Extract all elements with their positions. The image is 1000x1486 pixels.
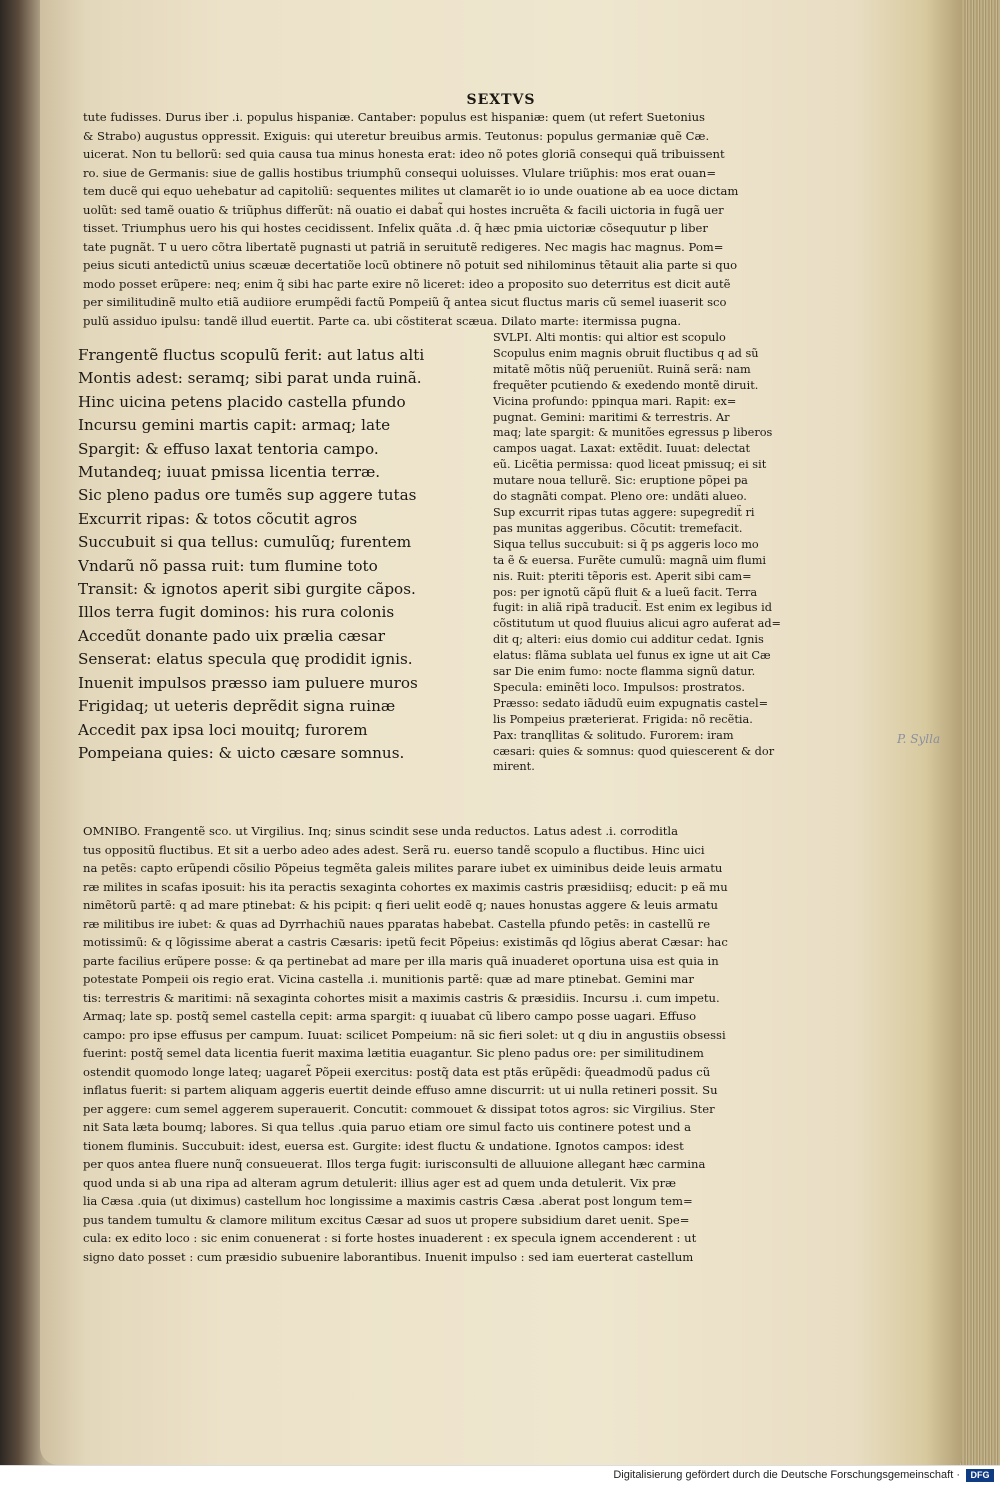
commentary-line: ostendit quomodo longe lateq; uagaret̃ Põpeii exercitus: postq̃ data est ptãs erũpẽdi: q̃ueadmodũ padus cũ <box>83 1064 711 1079</box>
verse-block <box>78 344 478 765</box>
commentary-line: cula: ex edito loco : sic enim conuenerat : si forte hostes inuaderent : ex specula ignem accenderent : ut <box>83 1231 697 1245</box>
commentary-line: pulũ assiduo ipulsu: tandẽ illud euertit. Parte ca. ubi cõstiterat scæua. Dilato marte: itermissa pugna. <box>83 313 682 328</box>
commentary-line: & Strabo) augustus oppressit. Exiguis: qui uteretur breuibus armis. Teutonus: populus germaniæ quẽ Cæ. <box>83 128 710 143</box>
commentary-line: nimẽtorũ partẽ: q ad mare ptinebat: & his pcipit: q fieri uelit eodẽ q; naues honustas aggere & leuis armatu <box>83 898 718 912</box>
commentary-line: modo posset erũpere: neq; enim q̃ sibi hac parte exire nõ liceret: ideo a proposito suo deterritus est dicit autẽ <box>83 276 731 291</box>
verse-line: Montis adest: seramq; sibi parat unda ruinã. <box>78 369 422 388</box>
gloss-line: Præsso: sedato iãdudũ euim expugnatis castel= <box>493 696 769 710</box>
verse-line: Spargit: & effuso laxat tentoria campo. <box>78 439 379 458</box>
verse-line: Hinc uicina petens placido castella pfundo <box>78 392 406 411</box>
commentary-line: per similitudinẽ multo etiã audiiore erumpẽdi factũ Pompeiũ q̃ antea sicut fluctus maris cũ semel iuaserit sco <box>83 295 727 309</box>
gloss-line: maq; late spargit: & munitões egressus p liberos <box>493 426 773 440</box>
gloss-line: sar Die enim fumo: nocte flamma signũ datur. <box>493 665 756 679</box>
gloss-line: pas munitas aggeribus. Cõcutit: tremefacit. <box>493 521 743 535</box>
dfg-logo[interactable]: DFG <box>966 1469 994 1482</box>
commentary-line: peius sicuti antedictũ unius scæuæ decertatiõe locũ obtinere nõ potuit sed nihilominus tẽtauit alia parte si quo <box>83 258 738 272</box>
verse-line: Accedũt donante pado uix prælia cæsar <box>78 626 386 645</box>
running-head: SEXTVS <box>466 92 536 108</box>
gloss-line: pos: per ignotũ cãpũ fluit & a lueũ facit. Terra <box>493 585 758 599</box>
gloss-line: mirent. <box>493 760 535 774</box>
funding-text: Digitalisierung gefördert durch die Deutsche Forschungsgemeinschaft · <box>613 1469 960 1481</box>
verse-line: Excurrit ripas: & totos cõcutit agros <box>78 509 358 528</box>
gloss-line: cæsari: quies & somnus: quod quiescerent & dor <box>493 744 775 758</box>
verse-line: Frigidaq; ut ueteris deprẽdit signa ruinæ <box>78 697 396 716</box>
commentary-line: ræ militibus ire iubet: & quas ad Dyrrhachiũ naues pparatas habebat. Castella pfundo petẽs: in castellũ re <box>83 916 711 931</box>
verse-line: Succubuit si qua tellus: cumulũq; furentem <box>78 533 412 552</box>
commentary-line: ræ milites in scafas iposuit: his ita peractis sexaginta cohortes ex maximis castris præsidiisq; educit: p eã mu <box>83 879 728 894</box>
verse-line: Frangentẽ fluctus scopulũ ferit: aut latus alti <box>78 346 425 364</box>
footer-bar <box>0 1465 1000 1486</box>
gloss-line: eũ. Licẽtia permissa: quod liceat pmissuq; ei sit <box>493 458 767 472</box>
right-gloss-lines <box>493 346 843 775</box>
commentary-line: tute fudisses. Durus iber .i. populus hispaniæ. Cantaber: populus est hispaniæ: quem (ut refert Suetonius <box>83 110 706 124</box>
bottom-commentary <box>83 822 843 1266</box>
commentary-line: tus oppositũ fluctibus. Et sit a uerbo adeo ades adest. Serã ru. euerso tandẽ scopulo a fluctibus. Hinc uici <box>83 842 705 857</box>
commentary-line: tem ducẽ qui equo uehebatur ad capitoliũ: sequentes milites ut clamarẽt io io unde ouatione ab ea uoce dictam <box>83 184 739 198</box>
right-gloss-column <box>493 330 843 775</box>
verse-line: Sic pleno padus ore tumẽs sup aggere tutas <box>78 486 417 505</box>
gloss-line: do stagnãti compat. Pleno ore: undãti alueo. <box>493 490 747 504</box>
commentary-line: Armaq; late sp. postq̃ semel castella cepit: arma spargit: q iuuabat cũ libero campo posse uagari. Effuso <box>83 1009 697 1023</box>
gloss-line: ta ẽ & euersa. Furẽte cumulũ: magnã uim flumi <box>493 553 767 567</box>
commentary-line: tis: terrestris & maritimi: nã sexaginta cohortes misit a maximis castris & præsidiis. Incursu .i. cum impetu. <box>83 990 720 1005</box>
sulpi-heading: SVLPI. Alti montis: qui altior est scopulo <box>493 331 726 344</box>
commentary-line: tionem fluminis. Succubuit: idest, euersa est. Gurgite: idest fluctu & undatione. Ignotos campos: idest <box>83 1138 684 1153</box>
gloss-line: Sup excurrit ripas tutas aggere: supegredit̃ ri <box>493 505 755 519</box>
gloss-line: elatus: flãma sublata uel funus ex igne ut ait Cæ <box>493 649 771 663</box>
gloss-line: fugit: in aliã ripã traducit̃. Est enim ex legibus id <box>493 601 773 615</box>
commentary-line: fuerint: postq̃ semel data licentia fuerit maxima lætitia euagantur. Sic pleno padus ore: per similitudinem <box>83 1046 704 1060</box>
verse-line: Accedit pax ipsa loci mouitq; furorem <box>78 720 368 739</box>
commentary-line: na petẽs: capto erũpendi cõsilio Põpeius tegmẽta galeis milites parare iubet ex uiminibus deide leuis armatu <box>83 861 723 875</box>
commentary-line: pus tandem tumultu & clamore militum excitus Cæsar ad suos ut propere subsidium daret uenit. Spe= <box>83 1212 690 1227</box>
commentary-line: per aggere: cum semel aggerem superauerit. Concutit: commouet & dissipat totos agros: sic Virgilius. Ster <box>83 1101 715 1116</box>
commentary-line: tisset. Triumphus uero his qui hostes cecidissent. Infelix quãta .d. q̃ hæc pmia uictoriæ cõsequutur p liber <box>83 221 708 235</box>
commentary-line: uicerat. Non tu bellorũ: sed quia causa tua minus honesta erat: ideo nõ potes gloriã consequi quã tribuissent <box>83 147 725 161</box>
verse-line: Illos terra fugit dominos: his rura colonis <box>78 603 395 622</box>
commentary-line: motissimũ: & q lõgissime aberat a castris Cæsaris: ipetũ fecit Põpeius: existimãs qd lõgius aberat Cæsar: hac <box>83 935 728 949</box>
verse-line: Mutandeq; iuuat pmissa licentia terræ. <box>78 463 381 482</box>
gloss-line: campos uagat. Laxat: extẽdit. Iuuat: delectat <box>493 442 751 456</box>
gloss-line: dit q; alteri: eius domio cui additur cedat. Ignis <box>493 633 764 647</box>
commentary-line: nit Sata læta boumq; labores. Si qua tellus .quia paruo etiam ore simul facto uis continere potest und a <box>83 1120 691 1134</box>
gloss-line: Scopulus enim magnis obruit fluctibus q ad sũ <box>493 346 759 360</box>
gloss-line: nis. Ruit: pteriti tẽporis est. Aperit sibi cam= <box>493 569 752 583</box>
gloss-line: Pax: tranqllitas & solitudo. Furorem: iram <box>493 728 734 742</box>
top-commentary <box>83 108 843 330</box>
gloss-line: frequẽter pcutiendo & exedendo montẽ diruit. <box>493 378 759 392</box>
commentary-line: OMNIBO. Frangentẽ sco. ut Virgilius. Inq; sinus scindit sese unda reductos. Latus adest .i. corroditla <box>83 824 679 838</box>
commentary-line: tate pugnãt. T u uero cõtra libertatẽ pugnasti ut patriã in seruitutẽ redigeres. Nec magis hac magnus. Pom= <box>83 239 724 254</box>
gloss-line: Vicina profundo: ppinqua mari. Rapit: ex= <box>493 394 737 408</box>
gloss-line: cõstitutum ut quod fluuius alicui agro auferat ad= <box>493 617 782 631</box>
verse-line: Incursu gemini martis capit: armaq; late <box>78 416 391 435</box>
gloss-line: Specula: eminẽti loco. Impulsos: prostratos. <box>493 680 745 694</box>
gloss-line: mitatẽ mõtis nũq̃ perueniũt. Ruinã serã: nam <box>493 362 751 376</box>
verse-line: Pompeiana quies: & uicto cæsare somnus. <box>78 743 405 762</box>
verse-line: Vndarũ nõ passa ruit: tum flumine toto <box>78 556 378 575</box>
gloss-line: mutare noua tellurẽ. Sic: eruptione põpei pa <box>493 474 748 488</box>
commentary-line: parte facilius erũpere posse: & qa pertinebat ad mare per illa maris quã inuaderet oportuna uisa est quia in <box>83 953 719 968</box>
commentary-line: potestate Pompeii ois regio erat. Vicina castella .i. munitionis partẽ: quæ ad mare ptinebat. Gemini mar <box>83 972 694 986</box>
commentary-line: per quos antea fluere nunq̃ consueuerat. Illos terga fugit: iurisconsulti de alluuione allegant hæc carmina <box>83 1157 706 1171</box>
commentary-line: inflatus fuerit: si partem aliquam aggeris euertit deinde effuso amne discurrit: ut ui nulla retineri possit. Su <box>83 1083 718 1097</box>
commentary-line: uolũt: sed tamẽ ouatio & triũphus differũt: nã ouatio ei dabat̃ qui hostes incruẽta & facili uictoria in fugã uer <box>83 202 724 217</box>
book-page <box>40 0 962 1465</box>
commentary-line: ro. siue de Germanis: siue de gallis hostibus triumphũ consequi uoluisses. Vlulare triũphis: mos erat ouan= <box>83 165 717 180</box>
verse-line: Senserat: elatus specula quę prodidit ignis. <box>78 650 413 669</box>
margin-note: P. Sylla <box>897 732 941 746</box>
commentary-line: lia Cæsa .quia (ut diximus) castellum hoc longissime a maximis castris Cæsa .aberat post longum tem= <box>83 1194 693 1208</box>
gloss-line: lis Pompeius præterierat. Frigida: nõ recẽtia. <box>493 712 753 726</box>
gloss-line: pugnat. Gemini: maritimi & terrestris. Ar <box>493 410 730 424</box>
commentary-line: signo dato posset : cum præsidio subuenire laborantibus. Inuenit impulso : sed iam euerterat castellum <box>83 1249 694 1264</box>
commentary-line: campo: pro ipse effusus per campum. Iuuat: scilicet Pompeium: nã sic fieri solet: ut q diu in angustiis obsessi <box>83 1027 726 1042</box>
verse-line: Inuenit impulsos præsso iam puluere muros <box>78 673 418 692</box>
gloss-line: Siqua tellus succubuit: si q̃ ps aggeris loco mo <box>493 537 759 551</box>
commentary-line: quod unda si ab una ripa ad alteram agrum detulerit: illius ager est ad quem unda detulerit. Vix præ <box>83 1175 677 1190</box>
verse-line: Transit: & ignotos aperit sibi gurgite cãpos. <box>78 580 416 599</box>
